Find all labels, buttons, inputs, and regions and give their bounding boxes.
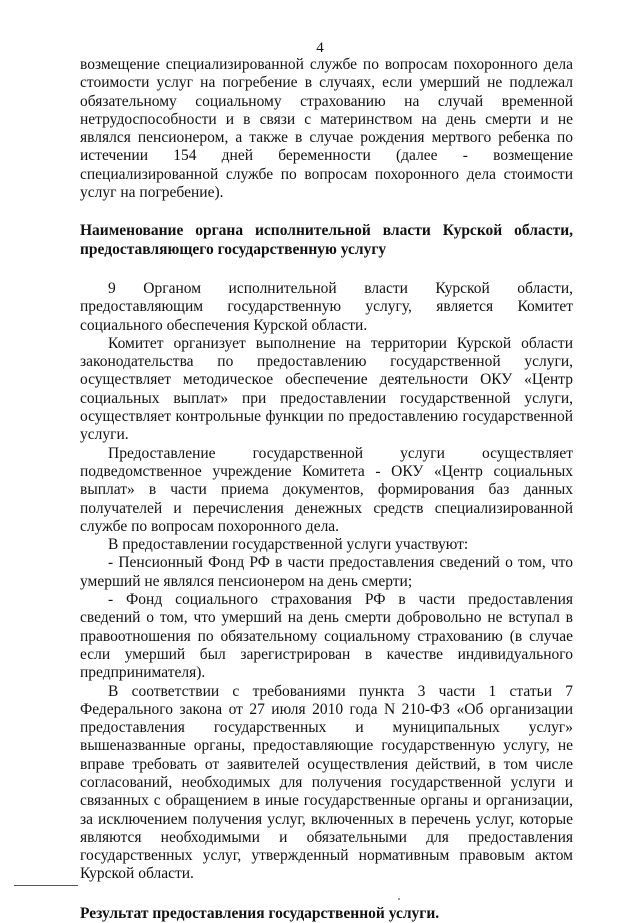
section-heading-executive-body: Наименование органа исполнительной власти Курской области, предоставляющего государственную услугу bbox=[80, 222, 573, 258]
paragraph-committee: Комитет организует выполнение на территории Курской области законодательства по предоставлению государственной услуги, осуществляет методическое обеспечение деятельности ОКУ «Центр социальных выплат» при предоставлении государственной услуги, осуществляет контрольные функции по предоставлению государственной услуги. bbox=[80, 334, 573, 444]
paragraph-federal-law: В соответствии с требованиями пункта 3 части 1 статьи 7 Федерального закона от 27 июля 2010 года N 210-ФЗ «Об организации предоставления государственных и муниципальных услуг» вышеназванные органы, предоставляющие государственную услугу, не вправе требовать от заявителей осуществления действий, в том числе согласований, необходимых для получения государственной услуги и связанных с обращением в иные государственные органы и организации, за исключением получения услуг, включенных в перечень услуг, которые являются необходимыми и обязательными для предоставления государственных услуг, утвержденный нормативным правовым актом Курской области. bbox=[80, 682, 573, 883]
paragraph-intro: возмещение специализированной службе по вопросам похоронного дела стоимости услуг на погребение в случаях, если умерший не подлежал обязательному социальному страхованию на случай временной нетрудоспособности и в связи с материнством на день смерти и не являлся пенсионером, а также в случае рождения мертвого ребенка по истечении 154 дней беременности (далее - возмещение специализированной службе по вопросам похоронного дела стоимости услуг на погребение). bbox=[80, 56, 573, 202]
scan-speck bbox=[398, 898, 400, 900]
scan-artifact-line bbox=[14, 885, 78, 886]
paragraph-social-insurance-fund: - Фонд социального страхования РФ в части предоставления сведений о том, что умерший на день смерти добровольно не вступал в правоотношения по обязательному социальному страхованию (в случае если умерший был зарегистрирован в качестве индивидуального предпринимателя). bbox=[80, 591, 573, 682]
section-heading-result: Результат предоставления государственной услуги. bbox=[80, 904, 440, 922]
document-body bbox=[80, 56, 573, 923]
page-number: 4 bbox=[316, 40, 324, 56]
paragraph-provision: Предоставление государственной услуги осуществляет подведомственное учреждение Комитета - ОКУ «Центр социальных выплат» в части приема документов, формирования баз данных получателей и перечисления денежных средств специализированной службе по вопросам похоронного дела. bbox=[80, 444, 573, 535]
paragraph-pension-fund: - Пенсионный Фонд РФ в части предоставления сведений о том, что умерший не являлся пенсионером на день смерти; bbox=[80, 554, 573, 590]
paragraph-participants: В предоставлении государственной услуги участвуют: bbox=[108, 536, 469, 554]
paragraph-9: 9 Органом исполнительной власти Курской области, предоставляющим государственную услугу, является Комитет социального обеспечения Курской области. bbox=[80, 279, 573, 334]
